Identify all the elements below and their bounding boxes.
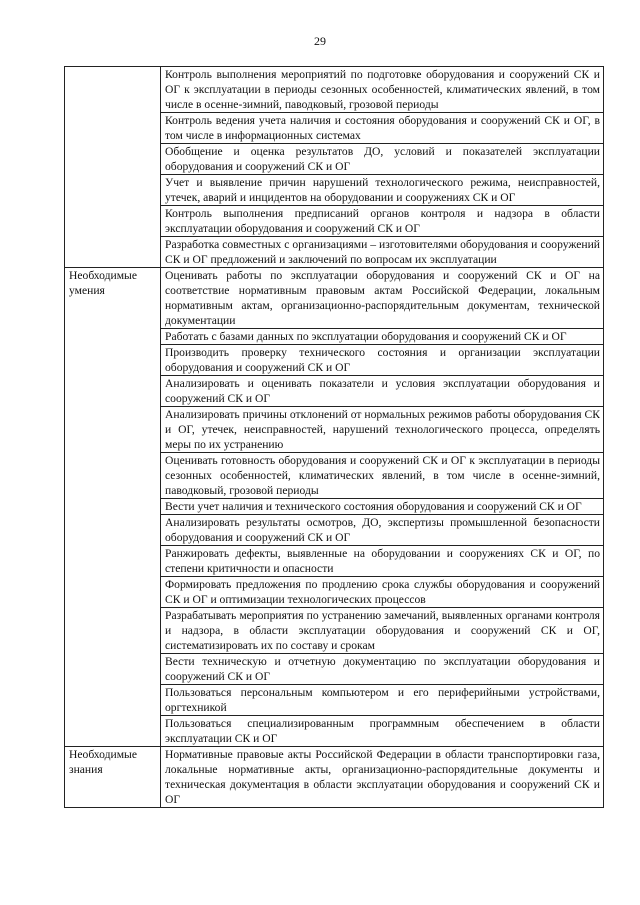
- requirement-item: Пользоваться специализированным программным обеспечением в области эксплуатации СК и ОГ: [161, 716, 604, 747]
- section-label: Необходимые умения: [65, 268, 161, 747]
- qualification-table: [64, 66, 604, 808]
- requirement-item: Разрабатывать мероприятия по устранению замечаний, выявленных органами контроля и надзора, в области эксплуатации оборудования и сооружений СК и ОГ, систематизировать их по составу и срокам: [161, 608, 604, 654]
- section-label: Необходимые знания: [65, 747, 161, 808]
- requirement-item: Формировать предложения по продлению срока службы оборудования и сооружений СК и ОГ и оптимизации технологических процессов: [161, 577, 604, 608]
- requirement-item: Вести техническую и отчетную документацию по эксплуатации оборудования и сооружений СК и ОГ: [161, 654, 604, 685]
- table-row: [65, 747, 604, 808]
- requirement-item: Нормативные правовые акты Российской Федерации в области транспортировки газа, локальные нормативные акты, организационно-распорядительные документы и техническая документация в области эксплуатации оборудования и сооружений СК и ОГ: [161, 747, 604, 808]
- requirement-item: Обобщение и оценка результатов ДО, условий и показателей эксплуатации оборудования и сооружений СК и ОГ: [161, 144, 604, 175]
- requirement-item: Ранжировать дефекты, выявленные на оборудовании и сооружениях СК и ОГ, по степени критичности и опасности: [161, 546, 604, 577]
- page-number: 29: [314, 34, 326, 48]
- requirement-item: Анализировать причины отклонений от нормальных режимов работы оборудования СК и ОГ, утечек, неисправностей, нарушений технологического процесса, определять меры по их устранению: [161, 407, 604, 453]
- requirement-item: Разработка совместных с организациями – изготовителями оборудования и сооружений СК и ОГ предложений и заключений по вопросам их эксплуатации: [161, 237, 604, 268]
- requirement-item: Контроль выполнения предписаний органов контроля и надзора в области эксплуатации оборудования и сооружений СК и ОГ: [161, 206, 604, 237]
- requirement-item: Анализировать результаты осмотров, ДО, экспертизы промышленной безопасности оборудования и сооружений СК и ОГ: [161, 515, 604, 546]
- section-label: [65, 67, 161, 268]
- qualification-table-body: [65, 67, 604, 808]
- requirement-item: Оценивать готовность оборудования и сооружений СК и ОГ к эксплуатации в периоды сезонных особенностей, климатических явлений, в том числе в осенне-зимний, паводковый, грозовой периоды: [161, 453, 604, 499]
- requirement-item: Работать с базами данных по эксплуатации оборудования и сооружений СК и ОГ: [161, 329, 604, 345]
- requirement-item: Оценивать работы по эксплуатации оборудования и сооружений СК и ОГ на соответствие нормативным правовым актам Российской Федерации, локальным нормативным актам, организационно-распорядительным документам, технической документации: [161, 268, 604, 329]
- requirement-item: Учет и выявление причин нарушений технологического режима, неисправностей, утечек, аварий и инцидентов на оборудовании и сооружениях СК и ОГ: [161, 175, 604, 206]
- requirement-item: Пользоваться персональным компьютером и его периферийными устройствами, оргтехникой: [161, 685, 604, 716]
- requirement-item: Анализировать и оценивать показатели и условия эксплуатации оборудования и сооружений СК и ОГ: [161, 376, 604, 407]
- requirement-item: Производить проверку технического состояния и организации эксплуатации оборудования и сооружений СК и ОГ: [161, 345, 604, 376]
- table-row: [65, 67, 604, 113]
- requirement-item: Контроль выполнения мероприятий по подготовке оборудования и сооружений СК и ОГ к эксплуатации в периоды сезонных особенностей, климатических явлений, в том числе в осенне-зимний, паводковый, грозовой периоды: [161, 67, 604, 113]
- table-row: [65, 268, 604, 329]
- requirement-item: Контроль ведения учета наличия и состояния оборудования и сооружений СК и ОГ, в том числе в информационных системах: [161, 113, 604, 144]
- requirement-item: Вести учет наличия и технического состояния оборудования и сооружений СК и ОГ: [161, 499, 604, 515]
